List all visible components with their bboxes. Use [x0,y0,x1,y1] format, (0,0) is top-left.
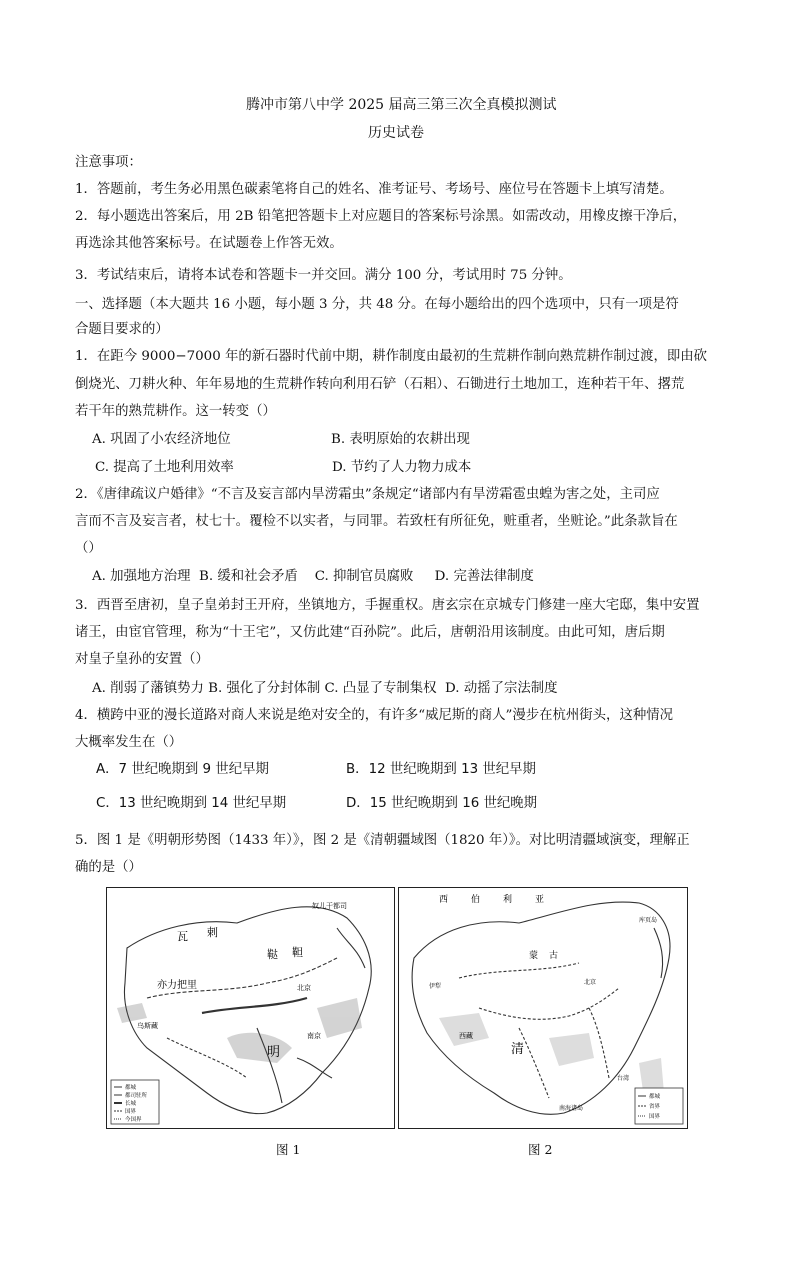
map2-label: 北京 [584,979,597,986]
q2-stem-line: 2．《唐律疏议户婚律》“不言及妄言部内旱涝霜虫”条规定“诸部内有旱涝霜雹虫蝗为害之处，主司应 [75,487,660,502]
map1-label: 亦力把里 [157,980,197,991]
q2-stem-line: （） [75,541,102,556]
q1-option-b[interactable]: B. 表明原始的农耕出现 [331,432,470,447]
map2-label: 古 [549,951,559,961]
map2-label: 亚 [535,895,545,905]
section-heading: 一、选择题（本大题共 16 小题，每小题 3 分，共 48 分。在每小题给出的四个选项中，只有一项是符 [75,297,679,312]
q3-stem-line: 3．西晋至唐初，皇子皇弟封王开府，坐镇地方，手握重权。唐玄宗在京城专门修建一座大宅邸，集中安置 [75,598,700,613]
figure-2-caption: 图 2 [528,1142,553,1157]
notice-item-2-cont: 再选涂其他答案标号。在试题卷上作答无效。 [75,236,343,251]
map1-legend: 都司驻所 [125,1093,148,1099]
map1-legend: 今国界 [125,1117,142,1123]
notice-item-2: 2．每小题选出答案后，用 2B 铅笔把答题卡上对应题目的答案标号涂黑。如需改动，用橡皮擦干净后， [75,209,687,224]
q3-options[interactable]: A. 削弱了藩镇势力 B. 强化了分封体制 C. 凸显了专制集权 D. 动摇了宗法制度 [92,681,558,696]
map2-label: 清 [511,1042,525,1057]
q4-stem-line: 大概率发生在（） [75,735,183,750]
map2-legend: 省界 [649,1104,661,1110]
map1-legend: 国界 [125,1109,137,1115]
q1-option-a[interactable]: A. 巩固了小农经济地位 [92,432,231,447]
q4-stem-line: 4．横跨中亚的漫长道路对商人来说是绝对安全的，有许多“威尼斯的商人”漫步在杭州街头，这种情况 [75,708,674,723]
ming-map-drawing [107,888,394,1128]
notice-item-3: 3．考试结束后，请将本试卷和答题卡一并交回。满分 100 分，考试用时 75 分钟。 [75,268,572,283]
q3-stem-line: 诸王，由宦官管理，称为“十王宅”，又仿此建“百孙院”。此后，唐朝沿用该制度。由此可知，唐后期 [75,625,665,640]
section-heading-cont: 合题目要求的） [75,322,169,337]
exam-title: 腾冲市第八中学 2025 届高三第三次全真模拟测试 [246,97,557,113]
q4-option-c[interactable]: C．13 世纪晚期到 14 世纪早期 [96,796,287,811]
map1-legend: 都城 [125,1085,137,1091]
map1-label: 奴儿干都司 [312,902,347,910]
map1-label: 瓦 [177,930,188,943]
map2-label: 西 [439,895,449,905]
q5-stem-line: 确的是（） [75,860,142,875]
q4-option-b[interactable]: B．12 世纪晚期到 13 世纪早期 [346,762,536,777]
map1-label: 明 [267,1045,281,1060]
figure-2-qing-map [398,887,688,1129]
q3-stem-line: 对皇子皇孙的安置（） [75,652,209,667]
exam-subtitle: 历史试卷 [368,125,424,141]
q5-stem-line: 5．图 1 是《明朝形势图（1433 年）》，图 2 是《清朝疆域图（1820 年）》。对比明清疆域演变，理解正 [75,833,690,848]
map2-legend: 国界 [649,1114,661,1120]
map1-label: 乌斯藏 [137,1022,158,1030]
map1-label: 靼 [292,946,303,959]
qing-map-drawing [399,888,687,1128]
map1-label: 北京 [297,984,311,992]
q2-stem-line: 言而不言及妄言者，杖七十。覆检不以实者，与同罪。若致枉有所征免，赃重者，坐赃论。”此条款旨在 [75,514,678,529]
q4-option-a[interactable]: A．7 世纪晚期到 9 世纪早期 [96,762,269,777]
map2-label: 库页岛 [639,917,658,924]
notice-item-1: 1．答题前，考生务必用黑色碳素笔将自己的姓名、准考证号、考场号、座位号在答题卡上填写清楚。 [75,182,673,197]
q1-stem-line: 1．在距今 9000−7000 年的新石器时代前中期，耕作制度由最初的生荒耕作制向熟荒耕作制过渡，即由砍 [75,349,708,364]
notice-heading: 注意事项： [75,155,142,170]
map1-label: 鞑 [267,948,278,961]
map1-label: 剌 [207,926,218,939]
map2-label: 伯 [471,895,481,905]
map2-legend: 都城 [649,1094,661,1100]
q1-option-d[interactable]: D. 节约了人力物力成本 [332,460,472,475]
map1-label: 南京 [307,1032,321,1040]
q1-stem-line: 若干年的熟荒耕作。这一转变（） [75,404,276,419]
map2-label: 台湾 [617,1075,630,1082]
map1-legend: 长城 [125,1101,137,1107]
map2-label: 利 [503,895,513,905]
map2-label: 西藏 [459,1032,473,1040]
map2-label: 伊犁 [429,983,442,990]
map2-label: 蒙 [529,951,539,961]
q2-options[interactable]: A. 加强地方治理 B. 缓和社会矛盾 C. 抑制官员腐败 D. 完善法律制度 [92,569,534,584]
q1-stem-line: 倒烧光、刀耕火种、年年易地的生荒耕作转向利用石铲（石耜）、石锄进行土地加工，连种若干年、撂荒 [75,377,685,392]
figure-1-ming-map [106,887,395,1129]
q4-option-d[interactable]: D．15 世纪晚期到 16 世纪晚期 [346,796,538,811]
q1-option-c[interactable]: C. 提高了土地利用效率 [95,460,234,475]
figure-1-caption: 图 1 [276,1142,301,1157]
map2-label: 南海诸岛 [559,1105,584,1112]
